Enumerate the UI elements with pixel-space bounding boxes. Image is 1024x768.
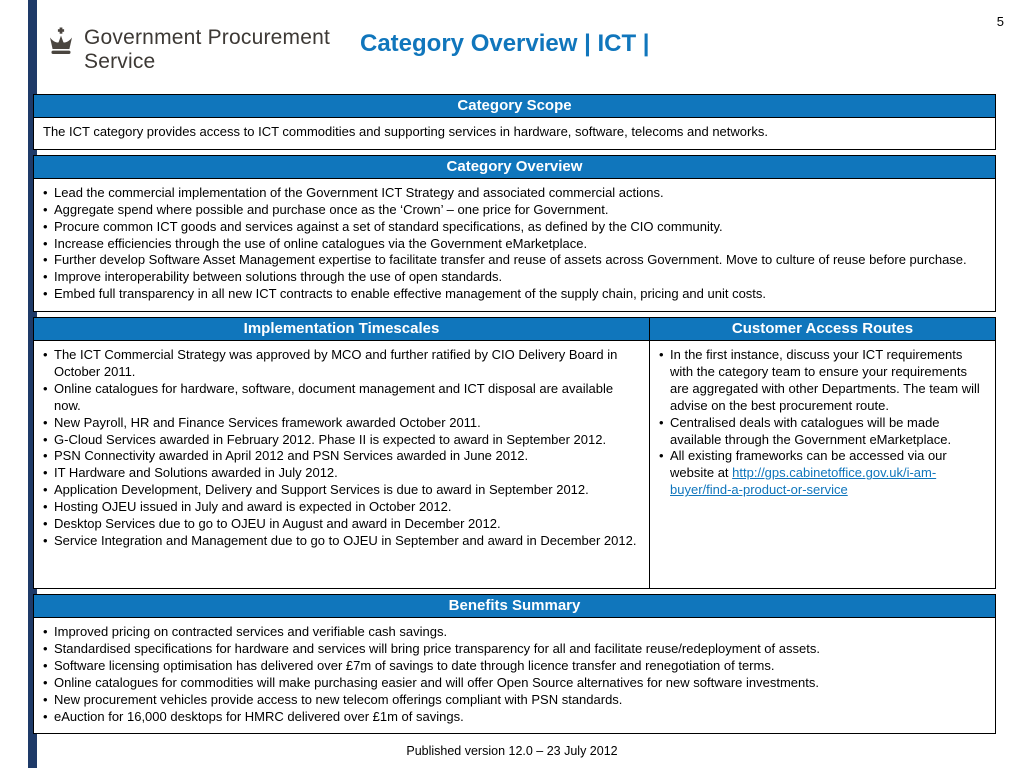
bullet-item: • In the first instance, discuss your ICT requirements with the category team to ensure your requirements are aggregated with other Departments. The team will advise on the best procurement route. (659, 347, 986, 415)
bullet-item: • Further develop Software Asset Management expertise to facilitate transfer and reuse of assets across Government. Move to culture of reuse before purchase. (43, 252, 986, 269)
category-scope-header: Category Scope (33, 94, 996, 118)
benefits-summary-header: Benefits Summary (33, 594, 996, 618)
bullet-item: • Service Integration and Management due to go to OJEU in September and award in December 2012. (43, 533, 640, 550)
bullet-item: • All existing frameworks can be accessed via our website at http://gps.cabinetoffice.gov.uk/i-am-buyer/find-a-product-or-service (659, 448, 986, 499)
implementation-timescales-header: Implementation Timescales (33, 317, 650, 341)
category-scope-body: The ICT category provides access to ICT commodities and supporting services in hardware, software, telecoms and networks. (33, 118, 996, 150)
section-two-columns (33, 317, 996, 589)
bullet-item: • New Payroll, HR and Finance Services framework awarded October 2011. (43, 415, 640, 432)
bullet-item: • Increase efficiencies through the use of online catalogues via the Government eMarketplace. (43, 236, 986, 253)
crown-logo-icon (45, 26, 77, 62)
section-category-overview (33, 155, 996, 312)
benefits-summary-body (33, 618, 996, 734)
benefits-bullet-list (43, 624, 986, 725)
bullet-item: • PSN Connectivity awarded in April 2012 and PSN Services awarded in June 2012. (43, 448, 640, 465)
bullet-item: • New procurement vehicles provide access to new telecom offerings compliant with PSN standards. (43, 692, 986, 709)
bullet-item: • Hosting OJEU issued in July and award is expected in October 2012. (43, 499, 640, 516)
bullet-item: • Improve interoperability between solutions through the use of open standards. (43, 269, 986, 286)
page-number: 5 (996, 14, 1004, 29)
bullet-item: • Improved pricing on contracted services and verifiable cash savings. (43, 624, 986, 641)
bullet-item: • Standardised specifications for hardware and services will bring price transparency for all and facilitate reuse/redeployment of assets. (43, 641, 986, 658)
access-bullet-list (659, 347, 986, 499)
logo-line-1: Government Procurement (84, 26, 331, 49)
implementation-timescales-body (33, 341, 650, 589)
website-link[interactable]: http://gps.cabinetoffice.gov.uk/i-am-buyer/find-a-product-or-service (670, 465, 937, 498)
timescales-bullet-list (43, 347, 640, 550)
bullet-item: • The ICT Commercial Strategy was approved by MCO and further ratified by CIO Delivery Board in October 2011. (43, 347, 640, 381)
page-title: Category Overview | ICT | (360, 30, 650, 57)
customer-access-routes-header: Customer Access Routes (650, 317, 996, 341)
implementation-timescales-column (33, 317, 650, 589)
bullet-item: • Centralised deals with catalogues will be made available through the Government eMarketplace. (659, 415, 986, 449)
logo-text (84, 26, 330, 73)
gps-logo (45, 26, 330, 73)
bullet-item: • Desktop Services due to go to OJEU in August and award in December 2012. (43, 516, 640, 533)
section-benefits-summary (33, 594, 996, 734)
customer-access-routes-body (650, 341, 996, 589)
bullet-item: • Application Development, Delivery and Support Services is due to award in September 2012. (43, 482, 640, 499)
bullet-item: • Procure common ICT goods and services against a set of standard specifications, as defined by the CIO community. (43, 219, 986, 236)
bullet-item: • Online catalogues for commodities will make purchasing easier and will offer Open Source alternatives for new software investments. (43, 675, 986, 692)
category-overview-body (33, 179, 996, 312)
bullet-item: • Software licensing optimisation has delivered over £7m of savings to date through licence transfer and renegotiation of terms. (43, 658, 986, 675)
published-version-footer: Published version 12.0 – 23 July 2012 (406, 744, 618, 758)
category-overview-header: Category Overview (33, 155, 996, 179)
logo-line-2: Service (84, 49, 156, 73)
bullet-item: • Online catalogues for hardware, software, document management and ICT disposal are available now. (43, 381, 640, 415)
overview-bullet-list (43, 185, 986, 303)
section-category-scope (33, 94, 996, 150)
bullet-item: • eAuction for 16,000 desktops for HMRC delivered over £1m of savings. (43, 709, 986, 726)
bullet-item: • Aggregate spend where possible and purchase once as the ‘Crown’ – one price for Government. (43, 202, 986, 219)
customer-access-routes-column (650, 317, 996, 589)
bullet-item: • IT Hardware and Solutions awarded in July 2012. (43, 465, 640, 482)
bullet-item: • G-Cloud Services awarded in February 2012. Phase II is expected to award in September 2012. (43, 432, 640, 449)
bullet-item: • Embed full transparency in all new ICT contracts to enable effective management of the supply chain, pricing and unit costs. (43, 286, 986, 303)
content-table (33, 94, 996, 734)
bullet-item: • Lead the commercial implementation of the Government ICT Strategy and associated commercial actions. (43, 185, 986, 202)
